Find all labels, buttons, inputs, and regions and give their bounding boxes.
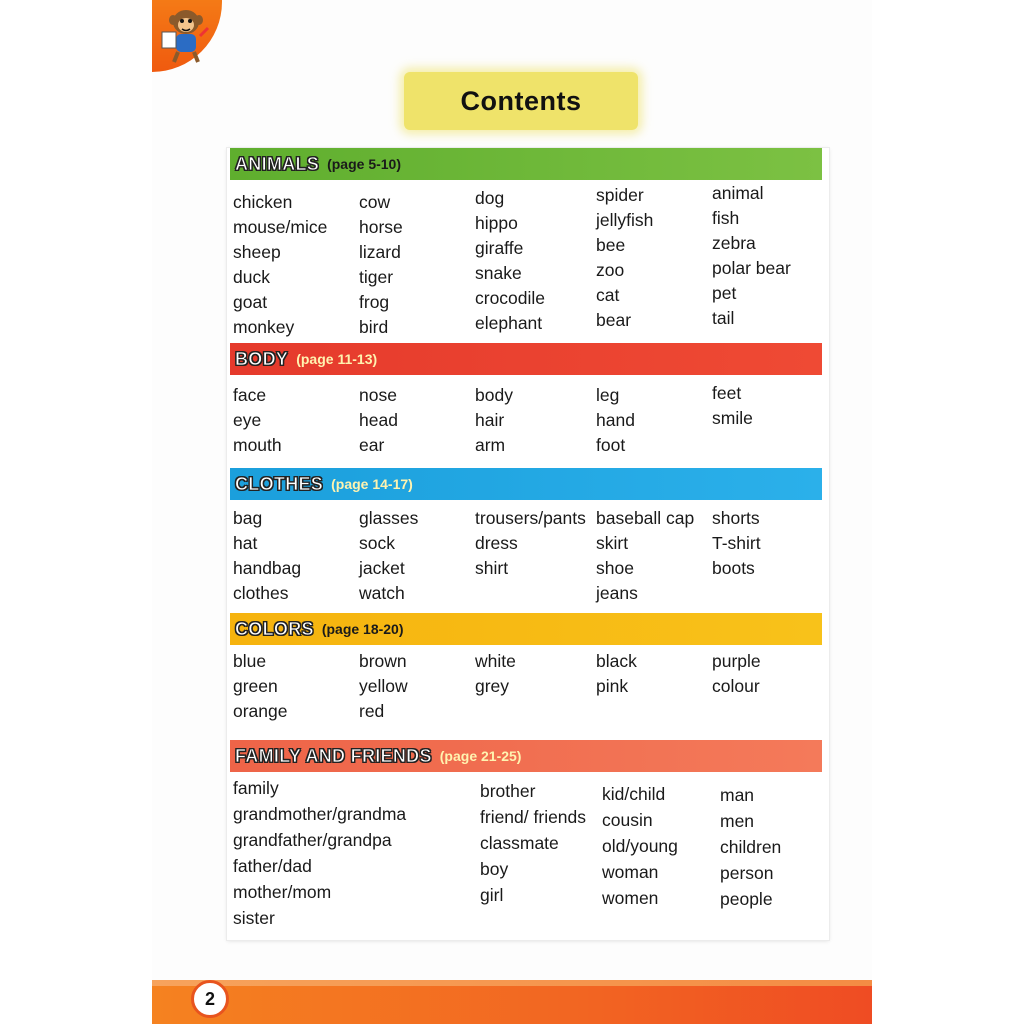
word-column	[596, 383, 712, 458]
word-column	[475, 186, 596, 340]
word: handbag	[233, 558, 302, 578]
word: grey	[475, 676, 510, 696]
word-column	[359, 383, 475, 458]
word-column	[712, 381, 822, 458]
word: jellyfish	[596, 210, 654, 230]
word-column	[596, 506, 712, 606]
word: fish	[712, 208, 740, 228]
page-number: 2	[191, 980, 229, 1018]
word: polar bear	[712, 258, 791, 278]
word: zoo	[596, 260, 625, 280]
footer-bar	[152, 986, 872, 1024]
word-column	[480, 778, 602, 931]
word: bird	[359, 317, 389, 337]
word: duck	[233, 267, 270, 287]
word: mother/mom	[233, 882, 332, 902]
word: foot	[596, 435, 626, 455]
word: cat	[596, 285, 620, 305]
section-title: FAMILY AND FRIENDS	[235, 745, 432, 766]
word: tail	[712, 308, 735, 328]
word: red	[359, 701, 385, 721]
word: friend/ friends	[480, 807, 587, 827]
word-column	[596, 183, 712, 340]
word-column	[233, 383, 359, 458]
word-column	[596, 649, 712, 724]
word: face	[233, 385, 267, 405]
word: hat	[233, 533, 258, 553]
word: cousin	[602, 810, 653, 830]
word: feet	[712, 383, 742, 403]
contents-card	[227, 148, 829, 940]
section-header	[230, 613, 822, 645]
section-pages: (page 5-10)	[327, 156, 402, 172]
word: grandmother/grandma	[233, 804, 407, 824]
word: spider	[596, 185, 644, 205]
word: black	[596, 651, 637, 671]
section-pages: (page 14-17)	[331, 476, 413, 492]
word-grid	[233, 183, 823, 340]
word: blue	[233, 651, 267, 671]
word: zebra	[712, 233, 756, 253]
word: classmate	[480, 833, 559, 853]
word: yellow	[359, 676, 408, 696]
word: smile	[712, 408, 753, 428]
word: monkey	[233, 317, 295, 337]
word: shirt	[475, 558, 509, 578]
word-column	[475, 649, 596, 724]
word: nose	[359, 385, 397, 405]
word: T-shirt	[712, 533, 761, 553]
word: jacket	[359, 558, 405, 578]
section-header	[230, 343, 822, 375]
word: head	[359, 410, 398, 430]
word: girl	[480, 885, 504, 905]
word: ear	[359, 435, 385, 455]
word: dress	[475, 533, 518, 553]
word-column	[475, 506, 596, 606]
word: brown	[359, 651, 407, 671]
word-column	[233, 775, 480, 931]
word-column	[720, 782, 820, 931]
word: purple	[712, 651, 761, 671]
section-header	[230, 148, 822, 180]
section-header	[230, 740, 822, 772]
word: glasses	[359, 508, 419, 528]
title-banner	[404, 72, 638, 130]
word-column	[359, 506, 475, 606]
word: goat	[233, 292, 268, 312]
word: person	[720, 863, 774, 883]
word-grid	[233, 506, 823, 606]
word: pet	[712, 283, 737, 303]
word: eye	[233, 410, 262, 430]
word-column	[359, 649, 475, 724]
word: trousers/pants	[475, 508, 586, 528]
word: father/dad	[233, 856, 312, 876]
word: giraffe	[475, 238, 524, 258]
word: bear	[596, 310, 632, 330]
word-column	[233, 190, 359, 340]
word: leg	[596, 385, 620, 405]
word: elephant	[475, 313, 543, 333]
word: sheep	[233, 242, 281, 262]
section-pages: (page 18-20)	[321, 621, 404, 637]
word: bee	[596, 235, 626, 255]
word: children	[720, 837, 782, 857]
word: jeans	[596, 583, 638, 603]
word-column	[712, 649, 822, 724]
word: dog	[475, 188, 505, 208]
word: animal	[712, 183, 764, 203]
word-column	[359, 190, 475, 340]
word: lizard	[359, 242, 401, 262]
word: women	[602, 888, 659, 908]
word: grandfather/grandpa	[233, 830, 392, 850]
word: old/young	[602, 836, 678, 856]
section-title: ANIMALS	[235, 153, 320, 174]
word: hair	[475, 410, 505, 430]
word: skirt	[596, 533, 629, 553]
word-column	[712, 506, 822, 606]
word: woman	[602, 862, 659, 882]
word: tiger	[359, 267, 394, 287]
word: cow	[359, 192, 391, 212]
word: family	[233, 778, 279, 798]
word-grid	[233, 775, 823, 931]
monkey-mascot-icon	[158, 2, 214, 66]
section-title: BODY	[235, 348, 289, 369]
word: orange	[233, 701, 288, 721]
word-column	[233, 506, 359, 606]
section-header	[230, 468, 822, 500]
word: mouth	[233, 435, 282, 455]
word: brother	[480, 781, 536, 801]
word: people	[720, 889, 773, 909]
word: baseball cap	[596, 508, 695, 528]
word-column	[475, 383, 596, 458]
word: mouse/mice	[233, 217, 328, 237]
word: pink	[596, 676, 629, 696]
word: sock	[359, 533, 395, 553]
word: man	[720, 785, 755, 805]
word: crocodile	[475, 288, 546, 308]
word-grid	[233, 383, 823, 458]
section-pages: (page 11-13)	[296, 351, 378, 367]
word: horse	[359, 217, 403, 237]
word-column	[233, 649, 359, 724]
word: colour	[712, 676, 760, 696]
word: clothes	[233, 583, 289, 603]
word: arm	[475, 435, 506, 455]
section-title: CLOTHES	[235, 473, 324, 494]
word: bag	[233, 508, 263, 528]
page-title: Contents	[460, 85, 582, 116]
word-column	[712, 181, 822, 340]
section-title: COLORS	[235, 618, 314, 639]
word-grid	[233, 649, 823, 724]
section-pages: (page 21-25)	[439, 748, 522, 764]
word: boy	[480, 859, 509, 879]
word: chicken	[233, 192, 293, 212]
word: men	[720, 811, 755, 831]
word: sister	[233, 908, 275, 928]
word: shoe	[596, 558, 634, 578]
word: snake	[475, 263, 522, 283]
word-column	[602, 781, 720, 931]
word: kid/child	[602, 784, 666, 804]
word: watch	[359, 583, 405, 603]
word: white	[475, 651, 516, 671]
word: boots	[712, 558, 755, 578]
word: body	[475, 385, 513, 405]
word: hippo	[475, 213, 518, 233]
word: hand	[596, 410, 635, 430]
word: green	[233, 676, 278, 696]
word: shorts	[712, 508, 760, 528]
word: frog	[359, 292, 390, 312]
